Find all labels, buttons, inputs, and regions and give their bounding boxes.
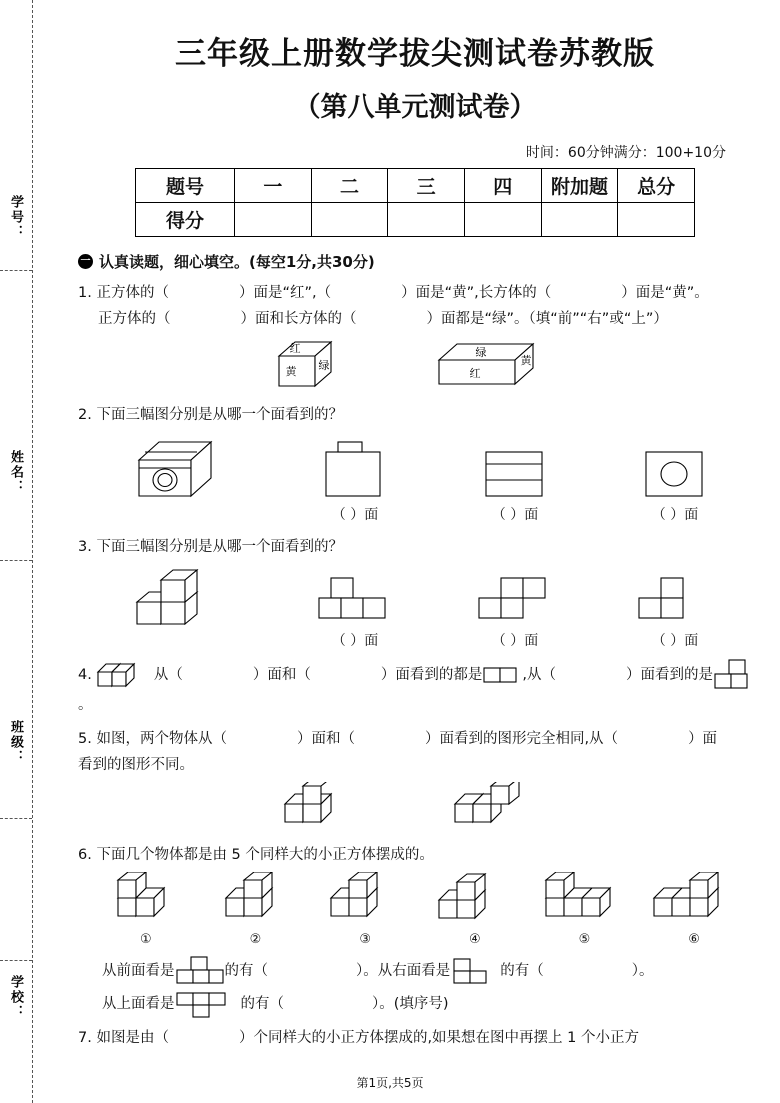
score-cell-blank[interactable] [388, 203, 465, 237]
q1-line1a: 正方体的（ [96, 285, 169, 301]
q6-object-5 [540, 872, 622, 930]
q3-text: 下面三幅图分别是从哪一个面看到的？ [96, 539, 343, 555]
score-cell-blank[interactable] [618, 203, 695, 237]
page-subtitle: （第八单元测试卷） [293, 92, 537, 123]
q6-sub1-e: ）。 [631, 963, 654, 979]
q5-num: 5. [78, 731, 92, 747]
q1-figures [70, 336, 760, 394]
q6-labels [140, 932, 700, 947]
q5-object-2 [445, 782, 555, 832]
q6-object-6 [648, 872, 730, 930]
score-cell: 附加题 [541, 169, 618, 203]
q5-c: ）面看到的图形完全相同,从（ [424, 731, 619, 747]
question-1 [78, 280, 760, 332]
page-title: 三年级上册数学拔尖测试卷苏教版 [175, 36, 655, 72]
q3-view-1 [275, 566, 435, 630]
q6-sub1-d: 的有（ [500, 963, 544, 979]
q3-caption-2: （ ）面 [491, 633, 539, 649]
q6-sub1-b: 的有（ [224, 963, 268, 979]
q2-captions [125, 504, 760, 524]
score-cell: 总分 [618, 169, 695, 203]
q4-object [92, 658, 148, 692]
q6-sub1-c: ）。从右面看是 [356, 963, 451, 979]
q6-label-4: ④ [468, 932, 481, 947]
q6-num: 6. [78, 847, 92, 863]
q4-shape-2 [713, 658, 753, 692]
q4-num: 4. [78, 667, 92, 683]
question-3 [78, 534, 760, 560]
q6-object-4 [433, 872, 515, 930]
q6-sub2 [102, 989, 760, 1019]
q1-line1c: ）面是“黄”,长方体的（ [401, 285, 552, 301]
q6-label-2: ② [249, 932, 262, 947]
q2-caption-3: （ ）面 [651, 507, 699, 523]
q1-line1b: ）面是“红”,（ [238, 285, 332, 301]
side-label-school: 学校： [8, 975, 23, 1020]
q4-c: ）面看到的都是 [380, 667, 483, 683]
q2-figures [125, 434, 760, 504]
q2-caption-2: （ ）面 [491, 507, 539, 523]
q5-object-1 [275, 782, 385, 832]
side-label-student-id: 学号： [8, 195, 23, 240]
q2-num: 2. [78, 407, 92, 423]
side-label-class: 班级： [8, 720, 23, 765]
q2-view-3 [595, 434, 755, 504]
score-cell-blank[interactable] [464, 203, 541, 237]
svg-text:黄: 黄 [285, 365, 297, 378]
cuboid-labeled-figure [431, 336, 561, 394]
score-table [135, 168, 695, 237]
margin-tick [0, 560, 32, 561]
question-6 [78, 842, 760, 868]
q6-sub1 [102, 955, 760, 987]
q4-d: ,从（ [522, 667, 556, 683]
table-row [136, 203, 695, 237]
section-heading-text: 认真读题，细心填空。(每空1分,共30分) [99, 253, 375, 271]
q6-text: 下面几个物体都是由 5 个同样大的小正方体摆成的。 [96, 847, 434, 863]
svg-text:黄: 黄 [520, 354, 532, 367]
q6-figures [110, 872, 730, 930]
q4-b: ）面和（ [252, 667, 311, 683]
q3-caption-3: （ ）面 [651, 633, 699, 649]
q6-object-3 [325, 872, 407, 930]
score-cell: 得分 [136, 203, 235, 237]
q1-line2c: ）面都是“绿”。（填“前”“右”或“上”） [426, 311, 668, 327]
margin-tick [0, 270, 32, 271]
side-label-name: 姓名： [8, 450, 23, 495]
q4-shape-1 [482, 664, 522, 686]
time-and-score-note: 时间：60分钟满分：100+10分 [525, 145, 726, 161]
q6-top-shape [175, 989, 241, 1019]
svg-text:红: 红 [289, 342, 301, 355]
score-cell-blank[interactable] [541, 203, 618, 237]
q5-d: ）面 [688, 731, 718, 747]
q5-b: ）面和（ [296, 731, 355, 747]
score-cell: 一 [235, 169, 312, 203]
svg-text:绿: 绿 [475, 346, 487, 359]
q1-line1d: ）面是“黄”。 [621, 285, 709, 301]
q7-a: 如图是由（ [96, 1030, 169, 1046]
q3-view-3 [595, 566, 755, 630]
q4-a: 从（ [153, 667, 183, 683]
q5-figures [70, 782, 760, 832]
q3-view-2 [435, 566, 595, 630]
section-number-icon: 一 [78, 254, 93, 269]
q3-object [125, 566, 275, 630]
q6-object-2 [218, 872, 300, 930]
q3-figures [125, 566, 760, 630]
q6-front-shape [175, 955, 225, 987]
q7-b: ）个同样大的小正方体摆成的,如果想在图中再摆上 1 个小正方 [238, 1030, 640, 1046]
q4-e: ）面看到的是 [625, 667, 713, 683]
q3-num: 3. [78, 539, 92, 555]
score-cell: 题号 [136, 169, 235, 203]
q6-label-1: ① [140, 932, 152, 947]
score-cell: 三 [388, 169, 465, 203]
q1-line2 [98, 306, 760, 332]
svg-text:红: 红 [469, 367, 481, 380]
q2-view-2 [435, 434, 595, 504]
q5-a: 如图，两个物体从（ [96, 731, 227, 747]
q6-sub2-a: 从上面看是 [102, 996, 175, 1012]
q1-line2a: 正方体的（ [98, 311, 171, 327]
q7-num: 7. [78, 1030, 92, 1046]
q6-sub2-c: ）。(填序号) [372, 996, 449, 1012]
question-2 [78, 402, 760, 428]
q6-label-3: ③ [359, 932, 371, 947]
table-row [136, 169, 695, 203]
section-heading [78, 251, 760, 272]
q2-text: 下面三幅图分别是从哪一个面看到的？ [96, 407, 343, 423]
q6-sub1-a: 从前面看是 [102, 963, 175, 979]
page-footer: 第1页,共5页 [356, 1076, 424, 1090]
cube-labeled-figure [269, 336, 361, 394]
question-5 [78, 726, 760, 778]
q6-right-shape [450, 955, 500, 987]
svg-text:绿: 绿 [318, 359, 330, 372]
q2-caption-1: （ ）面 [331, 507, 379, 523]
score-cell: 四 [464, 169, 541, 203]
q5-line2: 看到的图形不同。 [78, 757, 194, 773]
margin-tick [0, 818, 32, 819]
q6-label-5: ⑤ [578, 932, 591, 947]
margin-tick [0, 960, 32, 961]
q4-f: 。 [78, 697, 93, 713]
score-cell: 二 [311, 169, 388, 203]
q2-view-1 [275, 434, 435, 504]
q3-captions [125, 630, 760, 650]
q1-num: 1. [78, 285, 92, 301]
q1-line2b: ）面和长方体的（ [240, 311, 357, 327]
score-cell-blank[interactable] [311, 203, 388, 237]
question-7 [78, 1025, 760, 1051]
q6-object-1 [110, 872, 192, 930]
question-4 [78, 658, 760, 718]
score-cell-blank[interactable] [235, 203, 312, 237]
page-content [70, 0, 760, 1051]
q6-label-6: ⑥ [688, 932, 700, 947]
margin-dashed-line [32, 0, 33, 1103]
q6-sub2-b: 的有（ [240, 996, 284, 1012]
q3-caption-1: （ ）面 [331, 633, 379, 649]
q2-object [125, 434, 275, 504]
